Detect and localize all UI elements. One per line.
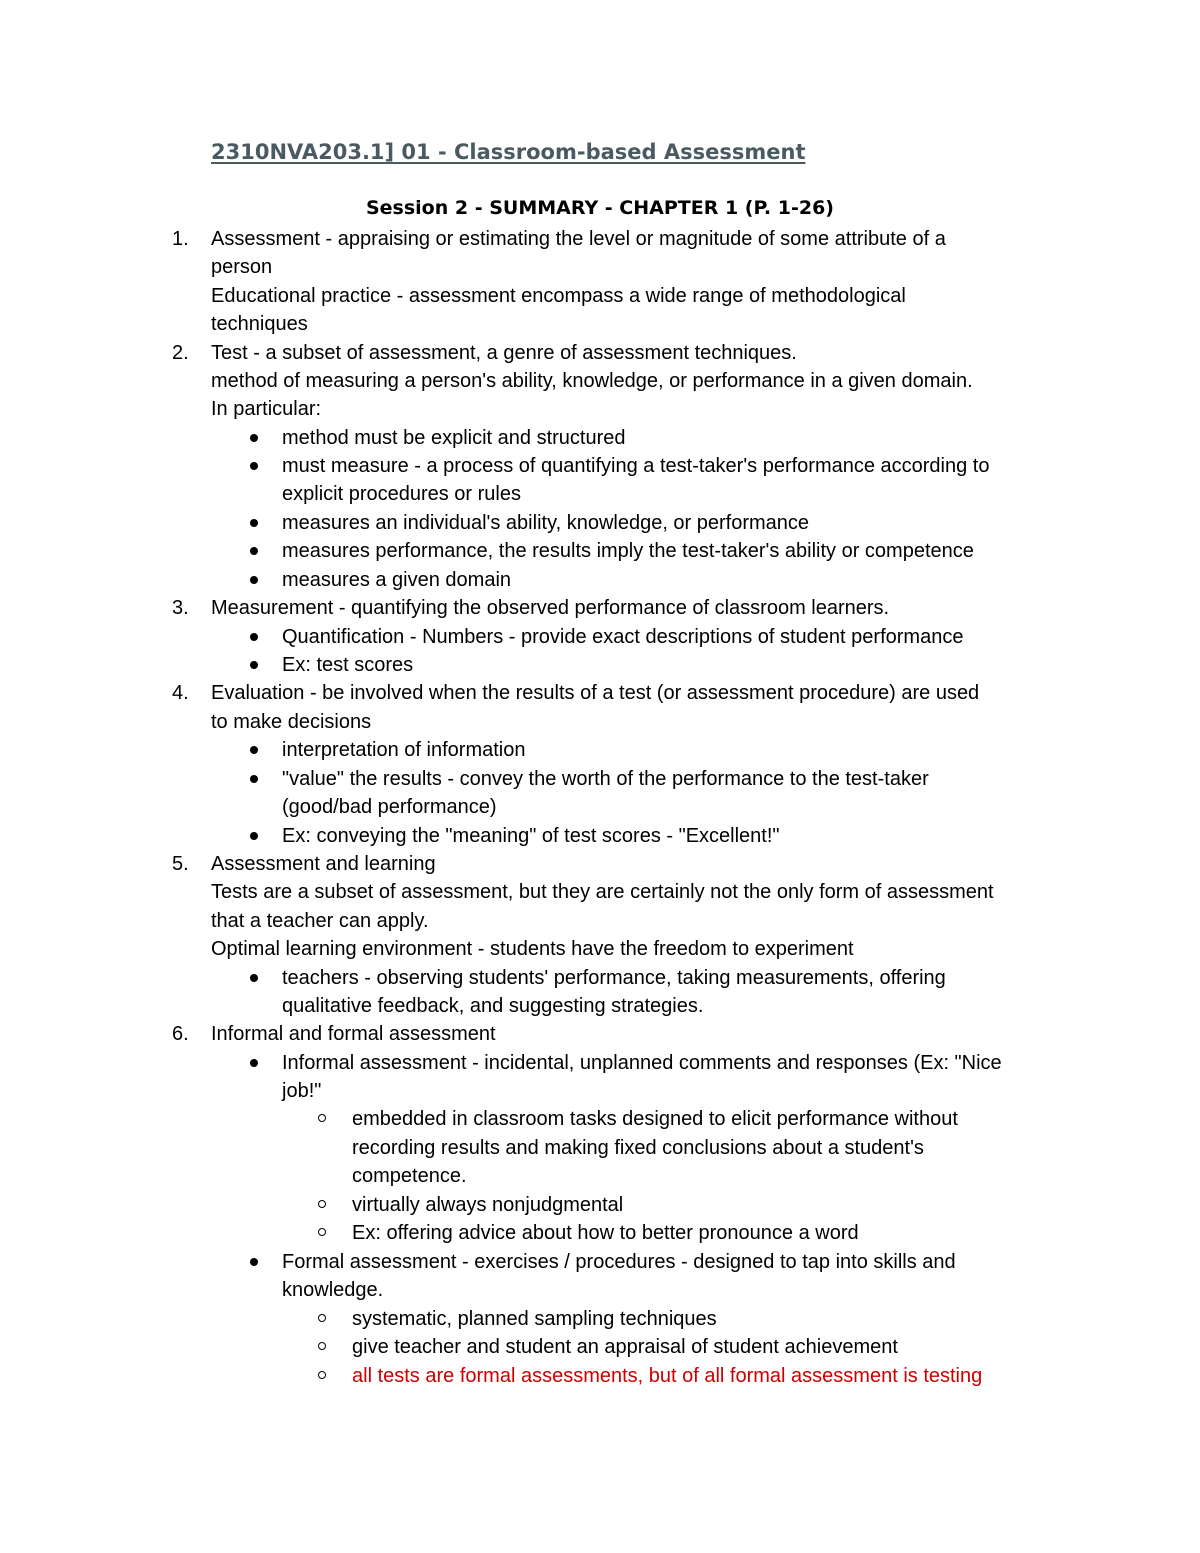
bullet-text: job!" xyxy=(282,1080,322,1102)
sub-bullet-text: recording results and making fixed conclusions about a student's xyxy=(352,1137,924,1159)
bullet-icon xyxy=(250,746,258,754)
list-item-text: Test - a subset of assessment, a genre of assessment techniques. xyxy=(211,342,797,364)
bullet-icon xyxy=(250,519,258,527)
list-item-text: Assessment - appraising or estimating the level or magnitude of some attribute of a xyxy=(211,228,946,250)
list-item-text: Evaluation - be involved when the results of a test (or assessment procedure) are used xyxy=(211,682,980,704)
sub-bullet-text: competence. xyxy=(352,1165,467,1187)
bullet-text: Formal assessment - exercises / procedures - designed to tap into skills and xyxy=(282,1251,956,1273)
bullet-text: teachers - observing students' performance, taking measurements, offering xyxy=(282,967,946,989)
list-item-text: that a teacher can apply. xyxy=(211,910,429,932)
list-number: 5. xyxy=(172,853,189,875)
list-number: 3. xyxy=(172,597,189,619)
bullet-icon xyxy=(250,1059,258,1067)
bullet-text: (good/bad performance) xyxy=(282,796,497,818)
circle-bullet-icon xyxy=(318,1200,326,1208)
bullet-text: Ex: conveying the "meaning" of test scores - "Excellent!" xyxy=(282,825,780,847)
list-item-text: Educational practice - assessment encompass a wide range of methodological xyxy=(211,285,906,307)
sub-bullet-text: embedded in classroom tasks designed to elicit performance without xyxy=(352,1108,958,1130)
circle-bullet-icon xyxy=(318,1342,326,1350)
highlighted-note: all tests are formal assessments, but of all formal assessment is testing xyxy=(352,1365,983,1387)
list-item-text: Measurement - quantifying the observed performance of classroom learners. xyxy=(211,597,890,619)
bullet-text: knowledge. xyxy=(282,1279,384,1301)
bullet-text: measures performance, the results imply the test-taker's ability or competence xyxy=(282,540,974,562)
bullet-text: measures a given domain xyxy=(282,569,512,591)
list-item-text: method of measuring a person's ability, knowledge, or performance in a given domain. xyxy=(211,370,973,392)
bullet-text: interpretation of information xyxy=(282,739,526,761)
bullet-text: must measure - a process of quantifying a test-taker's performance according to xyxy=(282,455,990,477)
bullet-text: method must be explicit and structured xyxy=(282,427,626,449)
bullet-text: qualitative feedback, and suggesting strategies. xyxy=(282,995,704,1017)
list-number: 4. xyxy=(172,682,189,704)
bullet-icon xyxy=(250,434,258,442)
list-item-text: In particular: xyxy=(211,398,322,420)
bullet-icon xyxy=(250,547,258,555)
bullet-text: Informal assessment - incidental, unplanned comments and responses (Ex: "Nice xyxy=(282,1052,1002,1074)
circle-bullet-icon xyxy=(318,1228,326,1236)
sub-bullet-text: virtually always nonjudgmental xyxy=(352,1194,624,1216)
bullet-icon xyxy=(250,832,258,840)
document-title: 2310NVA203.1] 01 - Classroom-based Assessment xyxy=(211,140,806,164)
list-item-text: Assessment and learning xyxy=(211,853,436,875)
bullet-icon xyxy=(250,661,258,669)
list-number: 6. xyxy=(172,1023,189,1045)
bullet-text: explicit procedures or rules xyxy=(282,483,521,505)
bullet-text: Ex: test scores xyxy=(282,654,414,676)
sub-bullet-text: give teacher and student an appraisal of student achievement xyxy=(352,1336,898,1358)
bullet-icon xyxy=(250,576,258,584)
bullet-text: Quantification - Numbers - provide exact descriptions of student performance xyxy=(282,626,964,648)
list-item-text: Tests are a subset of assessment, but they are certainly not the only form of assessment xyxy=(211,881,994,903)
list-item-text: to make decisions xyxy=(211,711,372,733)
list-number: 2. xyxy=(172,342,189,364)
bullet-text: measures an individual's ability, knowledge, or performance xyxy=(282,512,810,534)
list-item-text: person xyxy=(211,256,273,278)
bullet-icon xyxy=(250,974,258,982)
list-number: 1. xyxy=(172,228,189,250)
session-heading: Session 2 - SUMMARY - CHAPTER 1 (P. 1-26) xyxy=(365,197,834,219)
circle-bullet-icon xyxy=(318,1371,326,1379)
bullet-icon xyxy=(250,1258,258,1266)
sub-bullet-text: systematic, planned sampling techniques xyxy=(352,1308,717,1330)
list-item-text: techniques xyxy=(211,313,308,335)
circle-bullet-icon xyxy=(318,1114,326,1122)
list-item-text: Informal and formal assessment xyxy=(211,1023,496,1045)
bullet-icon xyxy=(250,633,258,641)
list-item-text: Optimal learning environment - students have the freedom to experiment xyxy=(211,938,854,960)
bullet-icon xyxy=(250,775,258,783)
circle-bullet-icon xyxy=(318,1314,326,1322)
sub-bullet-text: Ex: offering advice about how to better pronounce a word xyxy=(352,1222,859,1244)
bullet-icon xyxy=(250,462,258,470)
bullet-text: "value" the results - convey the worth of the performance to the test-taker xyxy=(282,768,929,790)
